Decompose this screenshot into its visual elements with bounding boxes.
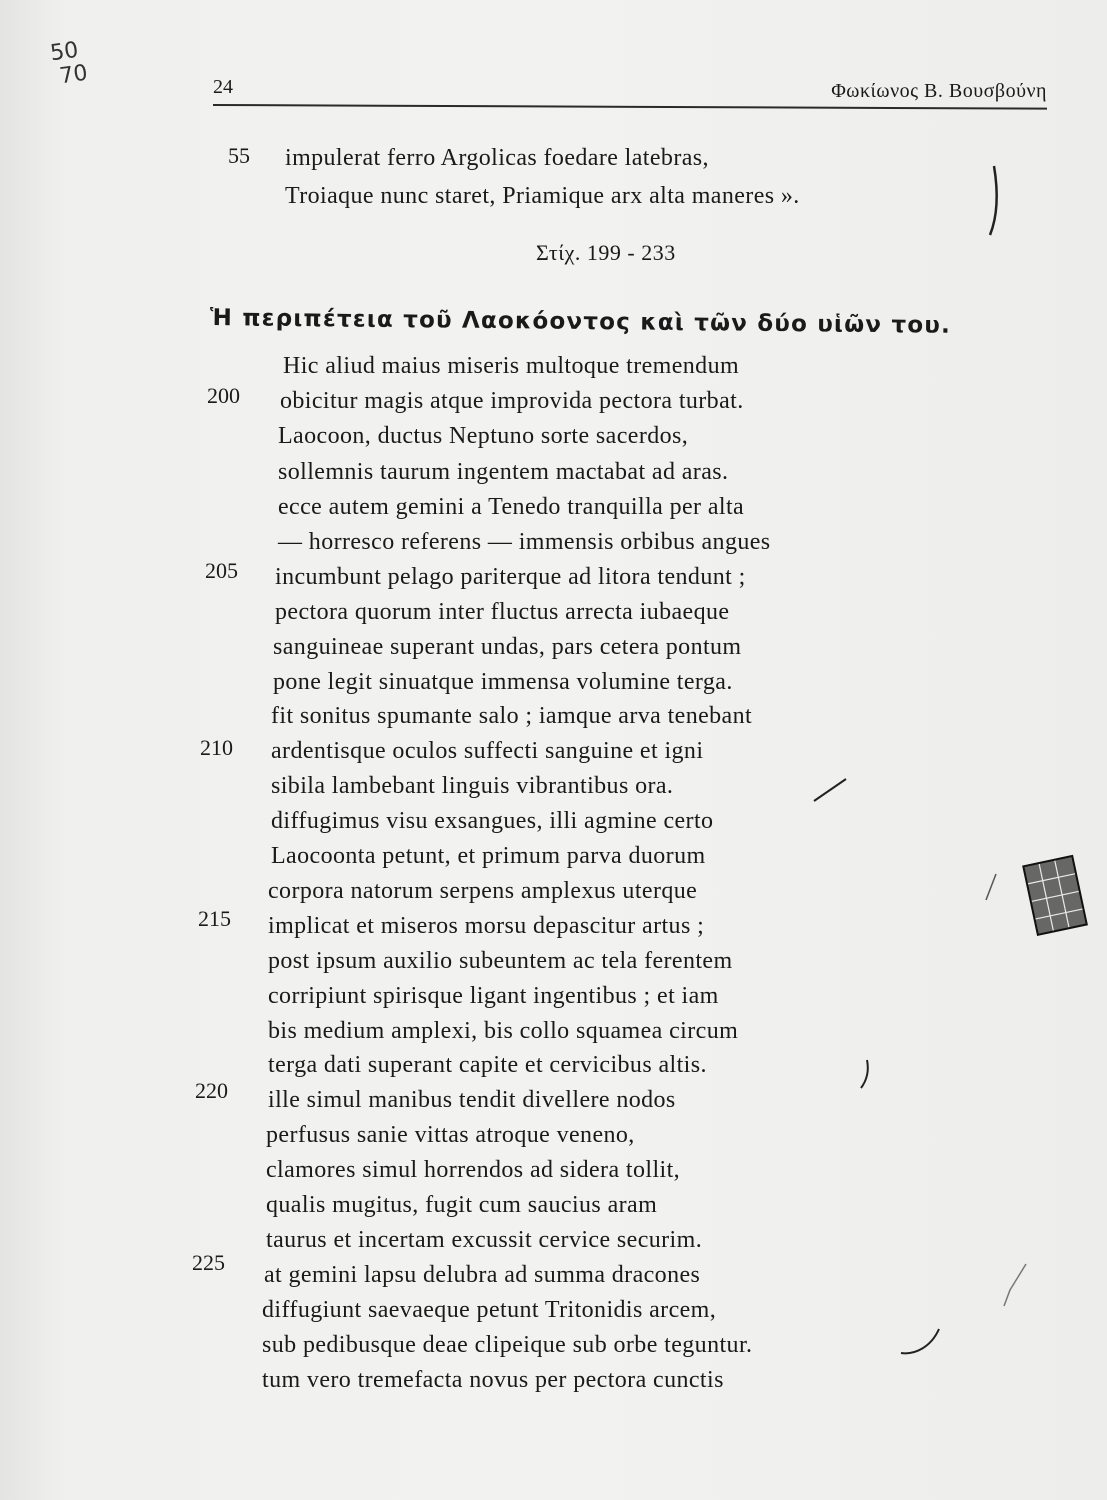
annotation-line-2: 70 bbox=[57, 60, 90, 90]
verse-line: post ipsum auxilio subeuntem ac tela ferentem bbox=[268, 948, 733, 974]
verse-line: perfusus sanie vittas atroque veneno, bbox=[266, 1122, 635, 1148]
verse-line: ecce autem gemini a Tenedo tranquilla per alta bbox=[278, 494, 745, 520]
verse-line: Hic aliud maius miseris multoque tremendum bbox=[283, 353, 740, 379]
annotation-line-1: 50 bbox=[48, 37, 80, 67]
page-number: 24 bbox=[213, 76, 233, 98]
verse-line: impulerat ferro Argolicas foedare latebras, bbox=[285, 145, 709, 171]
verse-line: obicitur magis atque improvida pectora turbat. bbox=[280, 388, 744, 414]
verse-line: sollemnis taurum ingentem mactabat ad aras. bbox=[278, 459, 729, 485]
verse-line: taurus et incertam excussit cervice securim. bbox=[266, 1227, 703, 1253]
verse-line: diffugiunt saevaeque petunt Tritonidis arcem, bbox=[262, 1297, 717, 1323]
verse-line: tum vero tremefacta novus per pectora cunctis bbox=[262, 1367, 724, 1393]
verse-line: Laocoonta petunt, et primum parva duorum bbox=[271, 843, 706, 869]
verse-line: terga dati superant capite et cervicibus altis. bbox=[268, 1052, 707, 1078]
verse-line: pectora quorum inter fluctus arrecta iubaeque bbox=[275, 599, 730, 625]
verse-line: ille simul manibus tendit divellere nodos bbox=[268, 1087, 676, 1113]
line-number: 220 bbox=[195, 1078, 228, 1103]
pencil-faint-mark bbox=[1000, 1260, 1030, 1310]
stichoi-range: Στίχ. 199 - 233 bbox=[536, 240, 676, 265]
running-head: Φωκίωνος Β. Βουσβούνη bbox=[831, 80, 1047, 102]
line-number: 215 bbox=[198, 906, 231, 931]
verse-line: at gemini lapsu delubra ad summa dracones bbox=[264, 1262, 701, 1288]
verse-line: diffugimus visu exsangues, illi agmine certo bbox=[271, 808, 714, 834]
verse-line: corripiunt spirisque ligant ingentibus ; et iam bbox=[268, 983, 719, 1009]
line-number: 205 bbox=[205, 558, 238, 583]
verse-line: Troiaque nunc staret, Priamique arx alta maneres ». bbox=[285, 183, 800, 209]
pencil-curve-mark bbox=[895, 1325, 945, 1361]
verse-line: sibila lambebant linguis vibrantibus ora. bbox=[271, 773, 674, 799]
line-number: 200 bbox=[207, 383, 240, 408]
verse-line: — horresco referens — immensis orbibus angues bbox=[278, 529, 771, 555]
verse-line: sub pedibusque deae clipeique sub orbe teguntur. bbox=[262, 1332, 753, 1358]
pencil-small-mark bbox=[982, 870, 1002, 904]
verse-line: sanguineae superant undas, pars cetera pontum bbox=[273, 634, 742, 660]
pencil-bracket-mark bbox=[980, 160, 1004, 240]
pencil-tick-mark bbox=[855, 1058, 875, 1090]
line-number: 55 bbox=[228, 143, 250, 168]
line-number: 225 bbox=[192, 1250, 225, 1275]
verse-line: implicat et miseros morsu depascitur artus ; bbox=[268, 913, 705, 939]
verse-line: clamores simul horrendos ad sidera tollit, bbox=[266, 1157, 681, 1183]
verse-line: ardentisque oculos suffecti sanguine et igni bbox=[271, 738, 704, 764]
verse-line: fit sonitus spumante salo ; iamque arva tenebant bbox=[271, 703, 753, 729]
verse-line: pone legit sinuatque immensa volumine terga. bbox=[273, 669, 733, 695]
verse-line: incumbunt pelago pariterque ad litora tendunt ; bbox=[275, 564, 746, 590]
section-heading: Ἡ περιπέτεια τοῦ Λαοκόοντος καὶ τῶν δύο υἱῶν του. bbox=[209, 305, 952, 339]
pencil-slash-mark bbox=[810, 775, 850, 805]
verse-line: qualis mugitus, fugit cum saucius aram bbox=[266, 1192, 658, 1218]
verse-line: corpora natorum serpens amplexus uterque bbox=[268, 878, 698, 904]
verse-line: bis medium amplexi, bis collo squamea circum bbox=[268, 1018, 739, 1044]
line-number: 210 bbox=[200, 735, 233, 760]
verse-line: Laocoon, ductus Neptuno sorte sacerdos, bbox=[278, 423, 689, 449]
